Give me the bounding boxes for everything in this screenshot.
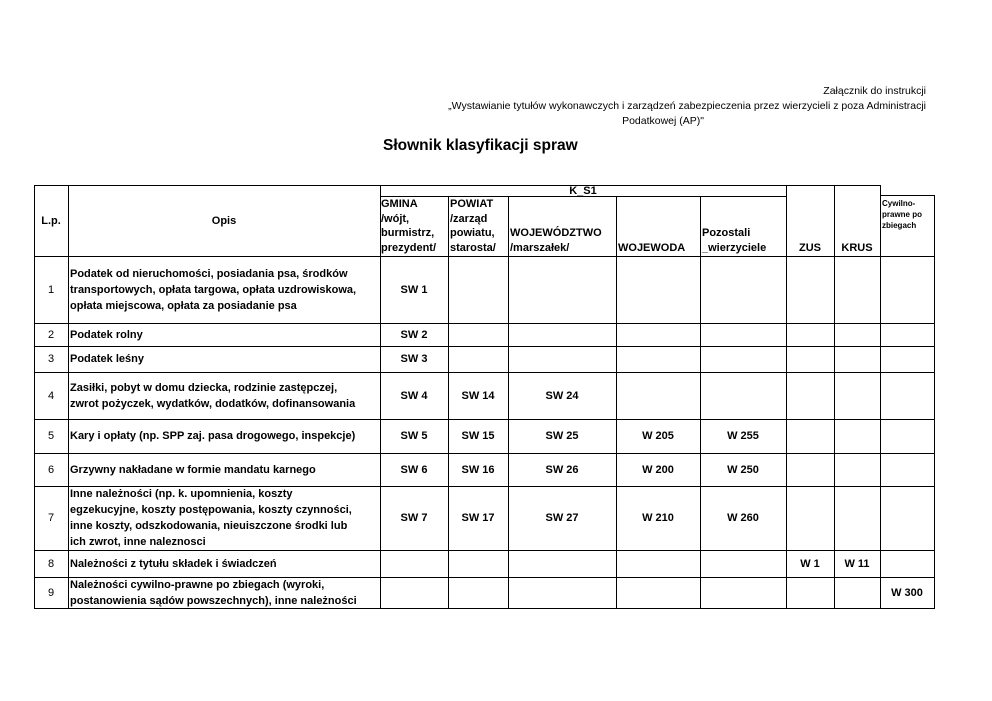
row-description: Podatek rolny bbox=[70, 328, 143, 341]
header-opis: Opis bbox=[211, 214, 237, 227]
code-cell-cywilno: W 300 bbox=[891, 586, 923, 599]
code-cell-cywilno bbox=[880, 372, 934, 419]
code-cell-wojewodztwo bbox=[508, 256, 616, 323]
code-cell-zus: W 1 bbox=[800, 557, 820, 570]
code-cell-wojewoda bbox=[616, 577, 700, 608]
code-cell-krus bbox=[834, 486, 880, 550]
header-wojewodztwo: WOJEWÓDZTWO /marszałek/ bbox=[510, 227, 602, 254]
code-cell-gmina: SW 3 bbox=[400, 353, 428, 365]
row-description: Grzywny nakładane w formie mandatu karnego bbox=[70, 463, 316, 476]
code-cell-zus bbox=[786, 323, 834, 346]
code-cell-gmina: SW 6 bbox=[400, 463, 428, 476]
row-number: 1 bbox=[47, 283, 55, 296]
code-cell-wojewodztwo: SW 27 bbox=[545, 512, 579, 524]
code-cell-powiat: SW 17 bbox=[461, 512, 495, 524]
header-zus: ZUS bbox=[799, 242, 821, 254]
code-cell-wojewodztwo bbox=[508, 550, 616, 577]
attachment-label: Załącznik do instrukcji bbox=[823, 85, 926, 97]
row-number: 5 bbox=[47, 430, 55, 442]
header-gmina: GMINA /wójt, burmistrz, prezydent/ bbox=[381, 198, 437, 254]
code-cell-wojewoda bbox=[616, 550, 700, 577]
code-cell-krus bbox=[834, 256, 880, 323]
code-cell-pozostali: W 250 bbox=[727, 463, 759, 476]
code-cell-powiat: SW 15 bbox=[461, 430, 495, 442]
code-cell-pozostali bbox=[700, 372, 786, 419]
code-cell-powiat bbox=[448, 256, 508, 323]
code-cell-zus bbox=[786, 346, 834, 372]
header-pozostali: Pozostali _wierzyciele bbox=[702, 227, 767, 254]
code-cell-pozostali: W 260 bbox=[727, 512, 759, 524]
code-cell-powiat bbox=[448, 346, 508, 372]
code-cell-wojewodztwo: SW 24 bbox=[545, 389, 579, 402]
code-cell-wojewodztwo: SW 25 bbox=[545, 430, 579, 442]
code-cell-zus bbox=[786, 372, 834, 419]
code-cell-krus bbox=[834, 577, 880, 608]
code-cell-gmina: SW 4 bbox=[400, 389, 428, 402]
code-cell-powiat bbox=[448, 550, 508, 577]
row-number: 8 bbox=[47, 557, 55, 570]
header-powiat: POWIAT /zarząd powiatu, starosta/ bbox=[450, 198, 496, 254]
code-cell-wojewoda bbox=[616, 323, 700, 346]
row-description: Należności cywilno-prawne po zbiegach (wyroki, postanowienia sądów powszechnych), inne należności bbox=[70, 578, 357, 607]
code-cell-gmina bbox=[380, 550, 448, 577]
row-number: 7 bbox=[47, 512, 55, 524]
code-cell-pozostali bbox=[700, 577, 786, 608]
code-cell-zus bbox=[786, 577, 834, 608]
code-cell-pozostali bbox=[700, 550, 786, 577]
row-description: Zasiłki, pobyt w domu dziecka, rodzinie zastępczej, zwrot pożyczek, wydatków, dodatków, dofinansowania bbox=[70, 381, 356, 410]
code-cell-gmina: SW 7 bbox=[400, 512, 428, 524]
code-cell-wojewodztwo bbox=[508, 323, 616, 346]
code-cell-krus bbox=[834, 346, 880, 372]
code-cell-pozostali bbox=[700, 323, 786, 346]
code-cell-pozostali bbox=[700, 256, 786, 323]
code-cell-zus bbox=[786, 486, 834, 550]
code-cell-krus bbox=[834, 323, 880, 346]
code-cell-krus bbox=[834, 453, 880, 486]
code-cell-powiat: SW 14 bbox=[461, 389, 495, 402]
group-header-ks1: K_S1 bbox=[569, 185, 597, 197]
row-number: 3 bbox=[47, 353, 55, 365]
page-title: Słownik klasyfikacji spraw bbox=[383, 137, 578, 154]
code-cell-pozostali bbox=[700, 346, 786, 372]
code-cell-wojewoda: W 200 bbox=[642, 463, 674, 476]
row-description: Inne należności (np. k. upomnienia, koszty egzekucyjne, koszty postępowania, koszty czynności, inne koszty, odszkodowania, nieuiszczone środki lub ich zwrot, inne naleznosci bbox=[70, 488, 352, 548]
column-divider bbox=[934, 195, 935, 609]
header-krus: KRUS bbox=[841, 242, 873, 254]
code-cell-wojewoda bbox=[616, 256, 700, 323]
code-cell-wojewodztwo: SW 26 bbox=[545, 463, 579, 476]
code-cell-cywilno bbox=[880, 453, 934, 486]
cywilno-top-border bbox=[880, 195, 934, 196]
code-cell-gmina bbox=[380, 577, 448, 608]
row-description: Podatek leśny bbox=[70, 353, 144, 365]
code-cell-pozostali: W 255 bbox=[727, 430, 759, 442]
code-cell-powiat bbox=[448, 577, 508, 608]
header-lp: L.p. bbox=[41, 214, 61, 227]
header-wojewoda: WOJEWODA bbox=[618, 242, 686, 254]
code-cell-cywilno bbox=[880, 256, 934, 323]
code-cell-cywilno bbox=[880, 323, 934, 346]
header-cywilno: Cywilno- prawne po zbiegach bbox=[882, 199, 923, 230]
instruction-title-line1: „Wystawianie tytułów wykonawczych i zarządzeń zabezpieczenia przez wierzycieli z poza Administracji bbox=[448, 100, 926, 112]
code-cell-powiat bbox=[448, 323, 508, 346]
code-cell-zus bbox=[786, 256, 834, 323]
code-cell-wojewodztwo bbox=[508, 577, 616, 608]
instruction-title-line2: Podatkowej (AP)" bbox=[622, 115, 704, 127]
code-cell-zus bbox=[786, 419, 834, 453]
code-cell-cywilno bbox=[880, 550, 934, 577]
code-cell-wojewoda bbox=[616, 346, 700, 372]
code-cell-cywilno bbox=[880, 486, 934, 550]
code-cell-krus bbox=[834, 372, 880, 419]
row-number: 2 bbox=[47, 328, 55, 341]
code-cell-cywilno bbox=[880, 346, 934, 372]
row-number: 9 bbox=[47, 586, 55, 599]
row-number: 4 bbox=[47, 389, 55, 402]
code-cell-wojewodztwo bbox=[508, 346, 616, 372]
row-description: Podatek od nieruchomości, posiadania psa, środków transportowych, opłata targowa, opłata uzdrowiskowa, opłata miejscowa, opłata za posiadanie psa bbox=[70, 267, 357, 312]
code-cell-wojewoda: W 205 bbox=[642, 430, 674, 442]
code-cell-gmina: SW 2 bbox=[400, 328, 428, 341]
code-cell-wojewoda bbox=[616, 372, 700, 419]
code-cell-cywilno bbox=[880, 419, 934, 453]
code-cell-krus bbox=[834, 419, 880, 453]
code-cell-zus bbox=[786, 453, 834, 486]
code-cell-wojewoda: W 210 bbox=[642, 512, 674, 524]
row-description: Kary i opłaty (np. SPP zaj. pasa drogowego, inspekcje) bbox=[70, 430, 356, 442]
code-cell-powiat: SW 16 bbox=[461, 463, 495, 476]
code-cell-krus: W 11 bbox=[844, 557, 870, 570]
code-cell-gmina: SW 5 bbox=[400, 430, 428, 442]
row-description: Należności z tytułu składek i świadczeń bbox=[70, 557, 277, 570]
code-cell-gmina: SW 1 bbox=[400, 283, 428, 296]
row-number: 6 bbox=[47, 463, 55, 476]
